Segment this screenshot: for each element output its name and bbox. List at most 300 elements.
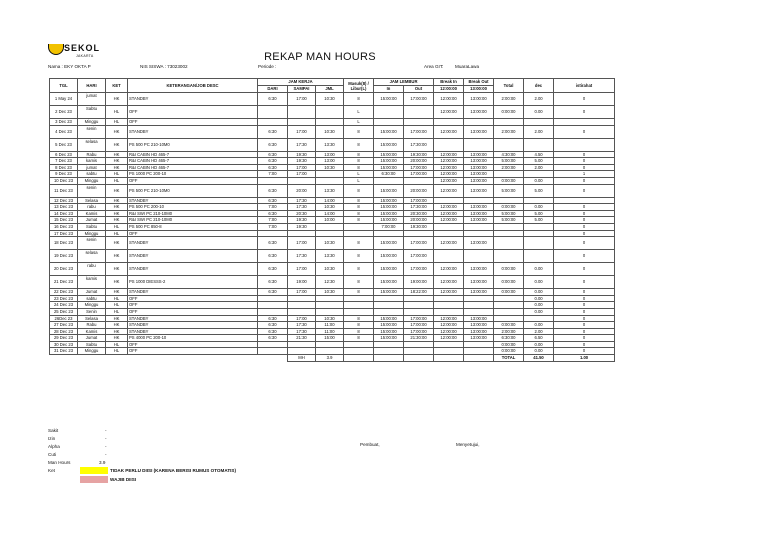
cell-desc: STANDBY xyxy=(128,289,258,296)
pembuat-label: Pembuat, xyxy=(360,442,380,447)
cell-break-out: 13:00:00 xyxy=(464,184,494,197)
cell-hours xyxy=(316,348,344,355)
cell-desc: STANDBY xyxy=(128,250,258,263)
cell-dec: 4.50 xyxy=(524,151,554,158)
cell-dec: 0.00 xyxy=(524,204,554,211)
cell-hours: 14:00 xyxy=(316,210,344,217)
cell-end xyxy=(288,302,316,309)
cell-day: Sabtu xyxy=(78,106,106,119)
cell-ot-in: 15:00:00 xyxy=(374,335,404,342)
cell-ket: HL xyxy=(106,177,128,184)
cell-day: jumat xyxy=(78,164,106,171)
cell-desc: R&I SWI PC 210-10M0 xyxy=(128,210,258,217)
cell-start: 6:30 xyxy=(258,210,288,217)
cell-ket: HL xyxy=(106,106,128,119)
cell-dec: 5.00 xyxy=(524,158,554,165)
cell-hours xyxy=(316,308,344,315)
cell-rest: 0 xyxy=(554,322,615,329)
table-row xyxy=(50,171,615,178)
cell-day: Minggu xyxy=(78,119,106,126)
cell-hours xyxy=(316,302,344,309)
cell-desc: STANDBY xyxy=(128,125,258,138)
cell-dec: 5.00 xyxy=(524,217,554,224)
cell-ot-in: 15:00:00 xyxy=(374,151,404,158)
table-row xyxy=(50,204,615,211)
cell-dec xyxy=(524,315,554,322)
cell-start: 7:00 xyxy=(258,171,288,178)
cell-rest: 0 xyxy=(554,106,615,119)
cell-end: 17:30 xyxy=(288,328,316,335)
cell-ket: HK xyxy=(106,158,128,165)
cell-ot-in xyxy=(374,177,404,184)
cell-ot-out: 17:00:00 xyxy=(404,250,434,263)
cell-attendance: 8 xyxy=(344,250,374,263)
cell-break-in: 12:00:00 xyxy=(434,276,464,289)
cell-start: 6:30 xyxy=(258,263,288,276)
cell-hours: 10:30 xyxy=(316,289,344,296)
cell-rest: 0 xyxy=(554,302,615,309)
cell-end: 20:30 xyxy=(288,210,316,217)
cell-dec xyxy=(524,197,554,204)
cell-date: 26Dec 23 xyxy=(50,315,78,322)
cell-day: jumat xyxy=(78,93,106,106)
cell-date: 13 Dec 23 xyxy=(50,204,78,211)
cell-attendance xyxy=(344,295,374,302)
cell-ot-out: 20:00:00 xyxy=(404,184,434,197)
cell-end xyxy=(288,295,316,302)
cell-ket: HL xyxy=(106,308,128,315)
col-desc: KETERANGAN/JOB DESC xyxy=(128,79,258,93)
cell-ot-out: 21:30:00 xyxy=(404,335,434,342)
cell-day: selasa xyxy=(78,250,106,263)
table-row xyxy=(50,138,615,151)
cell-dec: 2.00 xyxy=(524,328,554,335)
legend-yellow-text: TIDAK PERLU DIISI (KARENA BERISI RUMUS OTOMATIS) xyxy=(110,468,236,473)
cell-break-in: 12:00:00 xyxy=(434,177,464,184)
cell-rest: 0 xyxy=(554,230,615,237)
table-row xyxy=(50,295,615,302)
cell-date: 4 Dec 23 xyxy=(50,125,78,138)
cell-ket: HK xyxy=(106,276,128,289)
cell-total xyxy=(494,138,524,151)
cell-start: 6:30 xyxy=(258,315,288,322)
cell-ot-in: 15:00:00 xyxy=(374,322,404,329)
cell-total: 0:00:00 xyxy=(494,177,524,184)
cell-attendance: 8 xyxy=(344,315,374,322)
cell-hours: 13:00 xyxy=(316,151,344,158)
cell-ot-out: 19:00:00 xyxy=(404,276,434,289)
cell-date: 2 Dec 23 xyxy=(50,106,78,119)
cell-ot-out: 20:00:00 xyxy=(404,217,434,224)
cell-dec: 5.00 xyxy=(524,210,554,217)
cell-break-in xyxy=(434,138,464,151)
cell-desc: STANDBY xyxy=(128,93,258,106)
cell-hours: 13:00 xyxy=(316,158,344,165)
cell-end xyxy=(288,230,316,237)
cell-attendance xyxy=(344,230,374,237)
cell-dec: 2.00 xyxy=(524,125,554,138)
cell-hours: 10:30 xyxy=(316,237,344,250)
cuti-value: - xyxy=(105,452,107,457)
cell-hours: 10:30 xyxy=(316,263,344,276)
cell-ot-in: 15:00:00 xyxy=(374,263,404,276)
cell-rest: 0 xyxy=(554,210,615,217)
cell-break-out xyxy=(464,308,494,315)
cell-dec xyxy=(524,138,554,151)
cell-attendance: 8 xyxy=(344,237,374,250)
cell-dec: 6.50 xyxy=(524,335,554,342)
col-masuk: Masuk(8) / Libur(L) xyxy=(344,79,374,93)
cell-date: 15 Dec 23 xyxy=(50,217,78,224)
table-row xyxy=(50,164,615,171)
cell-hours: 11:00 xyxy=(316,322,344,329)
cell-hours xyxy=(316,119,344,126)
cell-day: rabu xyxy=(78,263,106,276)
cell-break-out: 13:00:00 xyxy=(464,151,494,158)
cell-ket: HL xyxy=(106,348,128,355)
cell-desc: OFF xyxy=(128,119,258,126)
cell-ket: HK xyxy=(106,263,128,276)
cell-rest: 0 xyxy=(554,335,615,342)
cell-start xyxy=(258,177,288,184)
cell-attendance: 8 xyxy=(344,184,374,197)
cell-break-out xyxy=(464,341,494,348)
table-row xyxy=(50,250,615,263)
cell-break-in: 12:00:00 xyxy=(434,164,464,171)
cell-date: 14 Dec 23 xyxy=(50,210,78,217)
cell-ot-in: 15:00:00 xyxy=(374,276,404,289)
cell-date: 23 Dec 23 xyxy=(50,295,78,302)
cell-end: 17:30 xyxy=(288,250,316,263)
cell-rest: 0 xyxy=(554,158,615,165)
cell-rest: 0 xyxy=(554,237,615,250)
cell-ot-in: 6:30:00 xyxy=(374,171,404,178)
cell-break-in: 12:00:00 xyxy=(434,158,464,165)
cell-break-out: 13:00:00 xyxy=(464,263,494,276)
table-row xyxy=(50,302,615,309)
cell-date: 16 Dec 23 xyxy=(50,223,78,230)
cell-ot-out: 17:00:00 xyxy=(404,263,434,276)
page-title: REKAP MAN HOURS xyxy=(264,51,376,63)
cell-ot-out xyxy=(404,308,434,315)
man-hours-value: 3.9 xyxy=(99,460,106,465)
cell-break-in: 12:00:00 xyxy=(434,315,464,322)
cell-break-in: 12:00:00 xyxy=(434,217,464,224)
cell-ket: HK xyxy=(106,315,128,322)
cell-attendance xyxy=(344,308,374,315)
cell-break-in: 12:00:00 xyxy=(434,106,464,119)
cell-attendance: 8 xyxy=(344,204,374,211)
cell-desc: PS 1000 DIESSS-2 xyxy=(128,276,258,289)
cell-end: 17:30 xyxy=(288,322,316,329)
cell-total xyxy=(494,171,524,178)
cell-ket: HK xyxy=(106,197,128,204)
cell-ot-in: 15:00:00 xyxy=(374,184,404,197)
cell-ot-in: 15:00:00 xyxy=(374,217,404,224)
table-row xyxy=(50,223,615,230)
cell-ot-in: 15:00:00 xyxy=(374,125,404,138)
cell-attendance: 8 xyxy=(344,164,374,171)
cell-ot-out: 17:00:00 xyxy=(404,237,434,250)
cell-ket: HL xyxy=(106,171,128,178)
cell-ot-out xyxy=(404,119,434,126)
cell-total xyxy=(494,302,524,309)
cell-ot-in xyxy=(374,348,404,355)
cell-break-in: 12:00:00 xyxy=(434,210,464,217)
cell-ket: HK xyxy=(106,335,128,342)
table-row xyxy=(50,119,615,126)
cell-dec: 0.00 xyxy=(524,308,554,315)
cell-attendance: 8 xyxy=(344,328,374,335)
cell-start xyxy=(258,230,288,237)
cell-total: 5:00:00 xyxy=(494,184,524,197)
cell-desc: PS 500 PC 850-8 xyxy=(128,223,258,230)
cell-start: 7:00 xyxy=(258,204,288,211)
logo-mark-icon xyxy=(48,44,64,55)
cell-break-in: 12:00:00 xyxy=(434,151,464,158)
cell-rest: 0 xyxy=(554,328,615,335)
cell-attendance xyxy=(344,302,374,309)
cell-desc: OFF xyxy=(128,341,258,348)
cell-dec: 0.00 xyxy=(524,177,554,184)
cell-date: 24 Dec 23 xyxy=(50,302,78,309)
cell-hours xyxy=(316,177,344,184)
cell-ket: HK xyxy=(106,237,128,250)
cell-break-out: 13:00:00 xyxy=(464,106,494,119)
legend-pink-text: WAJIB DIISI xyxy=(110,477,137,482)
cell-start: 6:30 xyxy=(258,93,288,106)
izin-value: - xyxy=(105,436,107,441)
cell-ket: HL xyxy=(106,341,128,348)
cell-ot-in xyxy=(374,295,404,302)
cell-dec: 0.00 xyxy=(524,322,554,329)
cell-day: Minggu xyxy=(78,230,106,237)
table-row xyxy=(50,151,615,158)
cell-break-out: 13:00:00 xyxy=(464,164,494,171)
cell-ot-in: 15:00:00 xyxy=(374,158,404,165)
cell-break-out: 13:00:00 xyxy=(464,210,494,217)
cell-total xyxy=(494,230,524,237)
cell-break-out xyxy=(464,250,494,263)
cell-desc: STANDBY xyxy=(128,263,258,276)
cell-end: 17:30 xyxy=(288,204,316,211)
cell-hours: 13:30 xyxy=(316,184,344,197)
cell-rest: 0 xyxy=(554,263,615,276)
cell-start: 6:30 xyxy=(258,164,288,171)
student-name: Nama : EKY OKTA P xyxy=(48,64,91,69)
cell-rest xyxy=(554,119,615,126)
cell-attendance: L xyxy=(344,171,374,178)
col-dari: DARI xyxy=(258,86,288,93)
cell-attendance: 8 xyxy=(344,151,374,158)
logo-text: SEKOL xyxy=(64,43,101,53)
cell-desc: STANDBY xyxy=(128,328,258,335)
cell-rest: 0 xyxy=(554,289,615,296)
cell-end: 17:00 xyxy=(288,263,316,276)
col-break-in-time: 12:00:00 xyxy=(434,86,464,93)
cell-hours xyxy=(316,295,344,302)
cell-start xyxy=(258,295,288,302)
cell-break-in: 12:00:00 xyxy=(434,204,464,211)
cell-dec: 2.00 xyxy=(524,93,554,106)
cell-attendance: L xyxy=(344,119,374,126)
cell-dec xyxy=(524,230,554,237)
cell-ket: HK xyxy=(106,328,128,335)
cell-break-in xyxy=(434,223,464,230)
col-hari: HARI xyxy=(78,79,106,93)
cell-break-out: 13:00:00 xyxy=(464,276,494,289)
cell-ket: HK xyxy=(106,93,128,106)
cell-break-out: 13:00:00 xyxy=(464,237,494,250)
table-row xyxy=(50,335,615,342)
cell-break-out xyxy=(464,230,494,237)
cell-ot-out xyxy=(404,341,434,348)
cell-start xyxy=(258,308,288,315)
cell-ket: HK xyxy=(106,184,128,197)
cell-total xyxy=(494,308,524,315)
cell-desc: OFF xyxy=(128,295,258,302)
cell-ket: HK xyxy=(106,289,128,296)
izin-label: Izin xyxy=(48,436,56,441)
cell-hours xyxy=(316,106,344,119)
cell-break-out: 13:00:00 xyxy=(464,177,494,184)
cell-break-in: 12:00:00 xyxy=(434,125,464,138)
cell-end: 19:30 xyxy=(288,151,316,158)
cell-desc: R&I CABIN HD 465-7 xyxy=(128,164,258,171)
col-out: Out xyxy=(404,86,434,93)
col-tgl: TGL xyxy=(50,79,78,93)
cell-break-in xyxy=(434,197,464,204)
cell-ket: HK xyxy=(106,322,128,329)
cell-ot-out xyxy=(404,106,434,119)
cell-break-in xyxy=(434,230,464,237)
cell-start: 6:30 xyxy=(258,289,288,296)
col-sampai: SAMPAI xyxy=(288,86,316,93)
cell-desc: OFF xyxy=(128,308,258,315)
cell-ket: HK xyxy=(106,217,128,224)
cell-day: Selasa xyxy=(78,315,106,322)
cell-ot-out xyxy=(404,295,434,302)
cell-rest: 1 xyxy=(554,171,615,178)
cell-hours: 13:30 xyxy=(316,138,344,151)
cell-total xyxy=(494,315,524,322)
cell-rest: 0 xyxy=(554,341,615,348)
cell-end: 19:30 xyxy=(288,217,316,224)
cell-rest: 0 xyxy=(554,164,615,171)
table-row xyxy=(50,210,615,217)
cell-total: 2:00:00 xyxy=(494,328,524,335)
cell-day: Jumat xyxy=(78,289,106,296)
cell-break-out: 13:00:00 xyxy=(464,322,494,329)
cell-break-out: 13:00:00 xyxy=(464,204,494,211)
cell-desc: OFF xyxy=(128,230,258,237)
cell-day: Minggu xyxy=(78,348,106,355)
cell-day: kamis xyxy=(78,158,106,165)
cell-desc: R&I CABIN HD 465-7 xyxy=(128,158,258,165)
cell-date: 1 May 24 xyxy=(50,93,78,106)
cell-break-in xyxy=(434,302,464,309)
cell-total: 5:00:00 xyxy=(494,158,524,165)
cell-day: Senin xyxy=(78,308,106,315)
cell-date: 17 Dec 23 xyxy=(50,230,78,237)
cell-dec xyxy=(524,237,554,250)
cell-attendance: 8 xyxy=(344,138,374,151)
cell-break-out xyxy=(464,138,494,151)
menyetujui-label: Menyetujui, xyxy=(456,442,480,447)
table-row xyxy=(50,322,615,329)
cell-ot-out: 17:00:00 xyxy=(404,315,434,322)
cell-date: 20 Dec 23 xyxy=(50,263,78,276)
cell-break-in xyxy=(434,119,464,126)
cell-desc: PS 500 PC 210-10M0 xyxy=(128,138,258,151)
cell-hours: 10:30 xyxy=(316,125,344,138)
cell-dec: 0.00 xyxy=(524,289,554,296)
cell-break-out xyxy=(464,119,494,126)
cell-start xyxy=(258,302,288,309)
cell-date: 28 Dec 23 xyxy=(50,328,78,335)
cell-attendance: 8 xyxy=(344,93,374,106)
cell-break-out xyxy=(464,348,494,355)
cell-desc: PS 500 PC 210-10M0 xyxy=(128,184,258,197)
cell-total: 0:00:00 xyxy=(494,106,524,119)
cell-date: 8 Dec 23 xyxy=(50,164,78,171)
cell-break-in: 12:00:00 xyxy=(434,184,464,197)
cell-rest: 0 xyxy=(554,223,615,230)
cell-attendance: L xyxy=(344,106,374,119)
cell-day: Selasa xyxy=(78,197,106,204)
cell-break-in xyxy=(434,295,464,302)
alpha-label: Alpha xyxy=(48,444,60,449)
col-jml: JML xyxy=(316,86,344,93)
cell-break-in: 12:00:00 xyxy=(434,289,464,296)
cell-total: 0:00:00 xyxy=(494,348,524,355)
cell-hours: 14:00 xyxy=(316,197,344,204)
cell-hours: 12:30 xyxy=(316,276,344,289)
cell-day: Minggu xyxy=(78,177,106,184)
cell-hours: 15:00 xyxy=(316,335,344,342)
cell-hours xyxy=(316,171,344,178)
cell-ot-out: 17:00:00 xyxy=(404,328,434,335)
cell-ket: HL xyxy=(106,295,128,302)
cell-rest: 0 xyxy=(554,315,615,322)
cell-ot-out: 17:30:00 xyxy=(404,138,434,151)
table-row xyxy=(50,93,615,106)
cell-break-out xyxy=(464,302,494,309)
cell-hours xyxy=(316,223,344,230)
cell-rest: 0 xyxy=(554,93,615,106)
cell-rest: 0 xyxy=(554,276,615,289)
cell-dec: 0.00 xyxy=(524,341,554,348)
cell-ot-out: 17:00:00 xyxy=(404,164,434,171)
table-row xyxy=(50,177,615,184)
table-row xyxy=(50,263,615,276)
table-row xyxy=(50,348,615,355)
cell-dec: 2.00 xyxy=(524,164,554,171)
col-in: In xyxy=(374,86,404,93)
cell-start: 6:30 xyxy=(258,335,288,342)
cell-ket: HK xyxy=(106,151,128,158)
cell-day: Rabu xyxy=(78,151,106,158)
cell-attendance: 8 xyxy=(344,276,374,289)
cell-ot-out xyxy=(404,177,434,184)
cell-total xyxy=(494,197,524,204)
cell-attendance xyxy=(344,341,374,348)
cell-rest: 0 xyxy=(554,217,615,224)
table-row xyxy=(50,308,615,315)
cell-ot-in xyxy=(374,106,404,119)
cell-ot-out: 17:00:00 xyxy=(404,93,434,106)
col-dec: dec xyxy=(524,79,554,93)
